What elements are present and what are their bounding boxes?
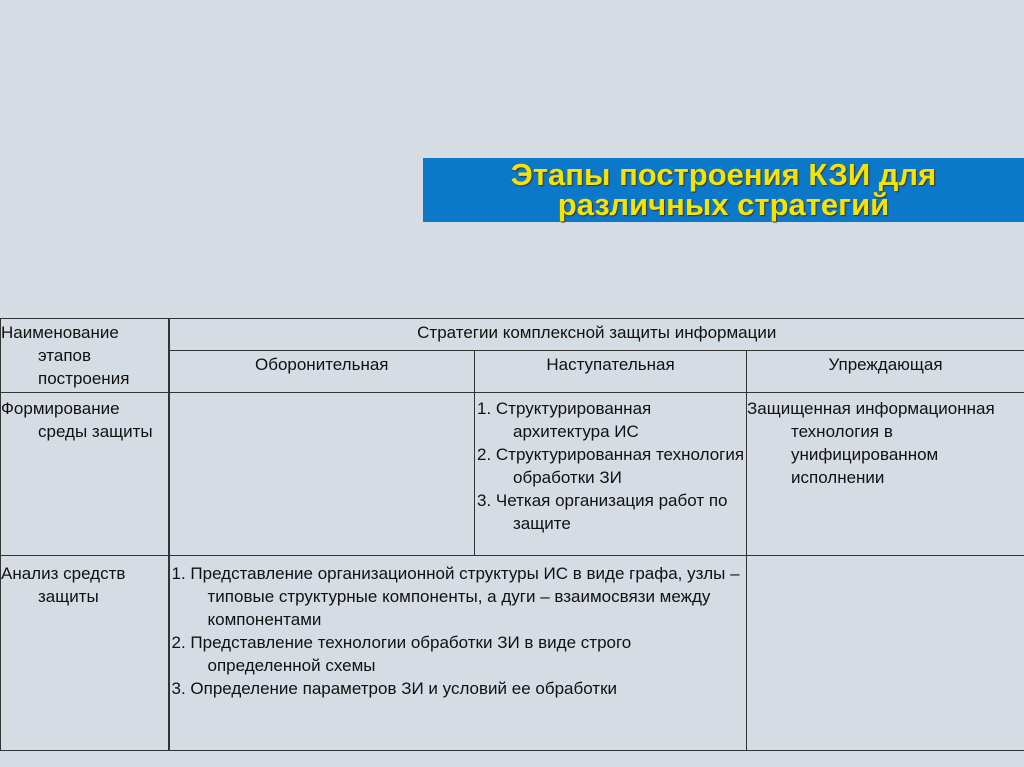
slide-title: Этапы построения КЗИ для различных стратегий — [510, 157, 937, 222]
offensive-list — [475, 397, 746, 535]
table-row — [1, 393, 1024, 556]
list-item: 2. Представление технологии обработки ЗИ в виде строго определенной схемы — [171, 633, 632, 675]
strategies-header: Стратегии комплексной защиты информации — [417, 323, 777, 342]
list-item: 3. Определение параметров ЗИ и условий ее обработки — [171, 679, 618, 698]
offensive-cell — [475, 393, 747, 556]
table-row — [1, 556, 1024, 751]
stage-header-cell — [1, 319, 169, 393]
defensive-cell — [169, 393, 475, 556]
stage-cell — [1, 556, 169, 751]
stage-cell — [1, 393, 169, 556]
column-header-offensive: Наступательная — [475, 351, 747, 393]
title-banner — [423, 158, 1024, 222]
strategies-table — [0, 318, 1024, 751]
preventive-text: Защищенная информационная технология в унифицированном исполнении — [747, 399, 995, 487]
list-item: 1. Структурированная архитектура ИС — [477, 399, 652, 441]
header-row-1 — [1, 319, 1024, 351]
list-item: 3. Четкая организация работ по защите — [477, 491, 728, 533]
list-item: 2. Структурированная технология обработки ЗИ — [477, 445, 745, 487]
column-header-defensive: Оборонительная — [169, 351, 475, 393]
merged-cell — [169, 556, 747, 751]
merged-list — [170, 562, 747, 700]
column-header-preventive: Упреждающая — [747, 351, 1024, 393]
list-item: 1. Представление организационной структуры ИС в виде графа, узлы – типовые структурные компоненты, а дуги – взаимосвязи между компонентами — [171, 564, 740, 629]
preventive-cell — [747, 556, 1024, 751]
stage-header: Наименование этапов построения — [1, 323, 130, 388]
preventive-cell — [747, 393, 1024, 556]
stage-name: Формирование среды защиты — [1, 399, 153, 441]
stage-name: Анализ средств защиты — [1, 564, 126, 606]
strategies-header-cell — [169, 319, 1024, 351]
